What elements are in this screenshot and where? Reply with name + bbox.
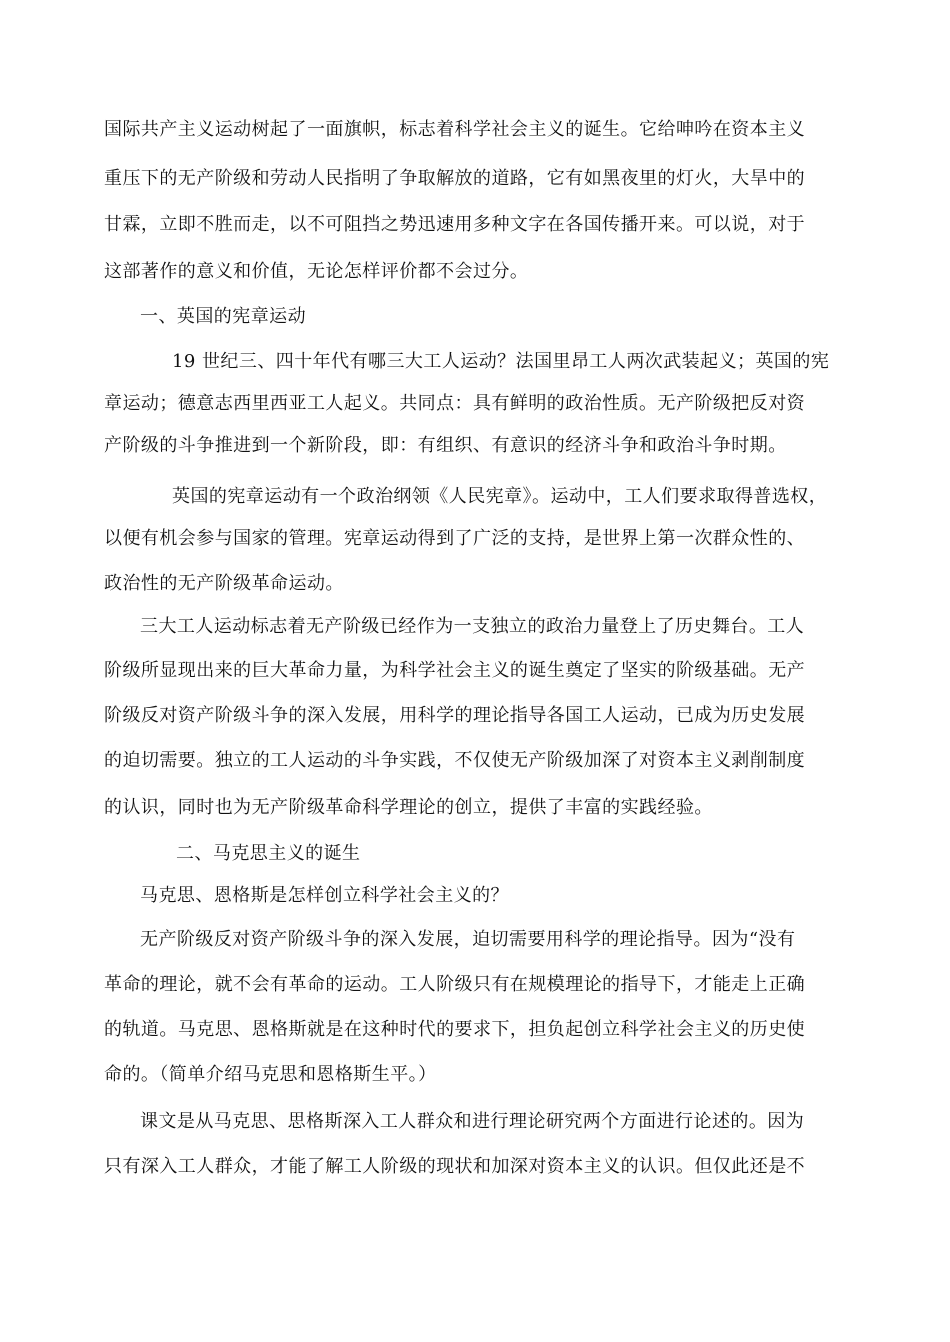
paragraph-line: 革命的理论，就不会有革命的运动。工人阶级只有在规模理论的指导下，才能走上正确 (104, 974, 806, 995)
paragraph-line: 的认识，同时也为无产阶级革命科学理论的创立，提供了丰富的实践经验。 (104, 797, 713, 818)
paragraph-line: 三大工人运动标志着无产阶级已经作为一支独立的政治力量登上了历史舞台。工人 (140, 616, 805, 637)
section-heading: 二、马克思主义的诞生 (176, 843, 361, 864)
paragraph-line: 的轨道。马克思、恩格斯就是在这种时代的要求下，担负起创立科学社会主义的历史使 (104, 1019, 806, 1040)
paragraph-line: 产阶级的斗争推进到一个新阶段，即：有组织、有意识的经济斗争和政治斗争时期。 (104, 435, 787, 456)
paragraph-line: 政治性的无产阶级革命运动。 (104, 573, 344, 594)
paragraph-line: 重压下的无产阶级和劳动人民指明了争取解放的道路，它有如黑夜里的灯火，大旱中的 (104, 168, 806, 189)
paragraph-line: 的迫切需要。独立的工人运动的斗争实践，不仅使无产阶级加深了对资本主义剥削制度 (104, 750, 806, 771)
paragraph-line: 这部著作的意义和价值，无论怎样评价都不会过分。 (104, 261, 529, 282)
section-heading: 一、英国的宪章运动 (140, 306, 307, 327)
paragraph-line: 阶级反对资产阶级斗争的深入发展，用科学的理论指导各国工人运动，已成为历史发展 (104, 705, 806, 726)
paragraph-line: 课文是从马克思、思格斯深入工人群众和进行理论研究两个方面进行论述的。因为 (140, 1111, 805, 1132)
paragraph-line: 命的。（简单介绍马克思和恩格斯生平。） (104, 1064, 437, 1085)
paragraph-line: 19 世纪三、四十年代有哪三大工人运动？法国里昂工人两次武装起义；英国的宪 (172, 351, 830, 372)
paragraph-line: 以便有机会参与国家的管理。宪章运动得到了广泛的支持，是世界上第一次群众性的、 (104, 528, 806, 549)
paragraph-line: 只有深入工人群众，才能了解工人阶级的现状和加深对资本主义的认识。但仅此还是不 (104, 1156, 806, 1177)
paragraph-line: 甘霖，立即不胜而走，以不可阻挡之势迅速用多种文字在各国传播开来。可以说，对于 (104, 214, 806, 235)
paragraph-line: 阶级所显现出来的巨大革命力量，为科学社会主义的诞生奠定了坚实的阶级基础。无产 (104, 660, 806, 681)
paragraph-line: 无产阶级反对资产阶级斗争的深入发展，迫切需要用科学的理论指导。因为“没有 (140, 929, 796, 950)
paragraph-line: 英国的宪章运动有一个政治纲领《人民宪章》。运动中，工人们要求取得普选权， (172, 486, 828, 507)
paragraph-line: 章运动；德意志西里西亚工人起义。共同点：具有鲜明的政治性质。无产阶级把反对资 (104, 393, 806, 414)
paragraph-line: 国际共产主义运动树起了一面旗帜，标志着科学社会主义的诞生。它给呻吟在资本主义 (104, 119, 806, 140)
paragraph-line: 马克思、恩格斯是怎样创立科学社会主义的？ (140, 885, 509, 906)
